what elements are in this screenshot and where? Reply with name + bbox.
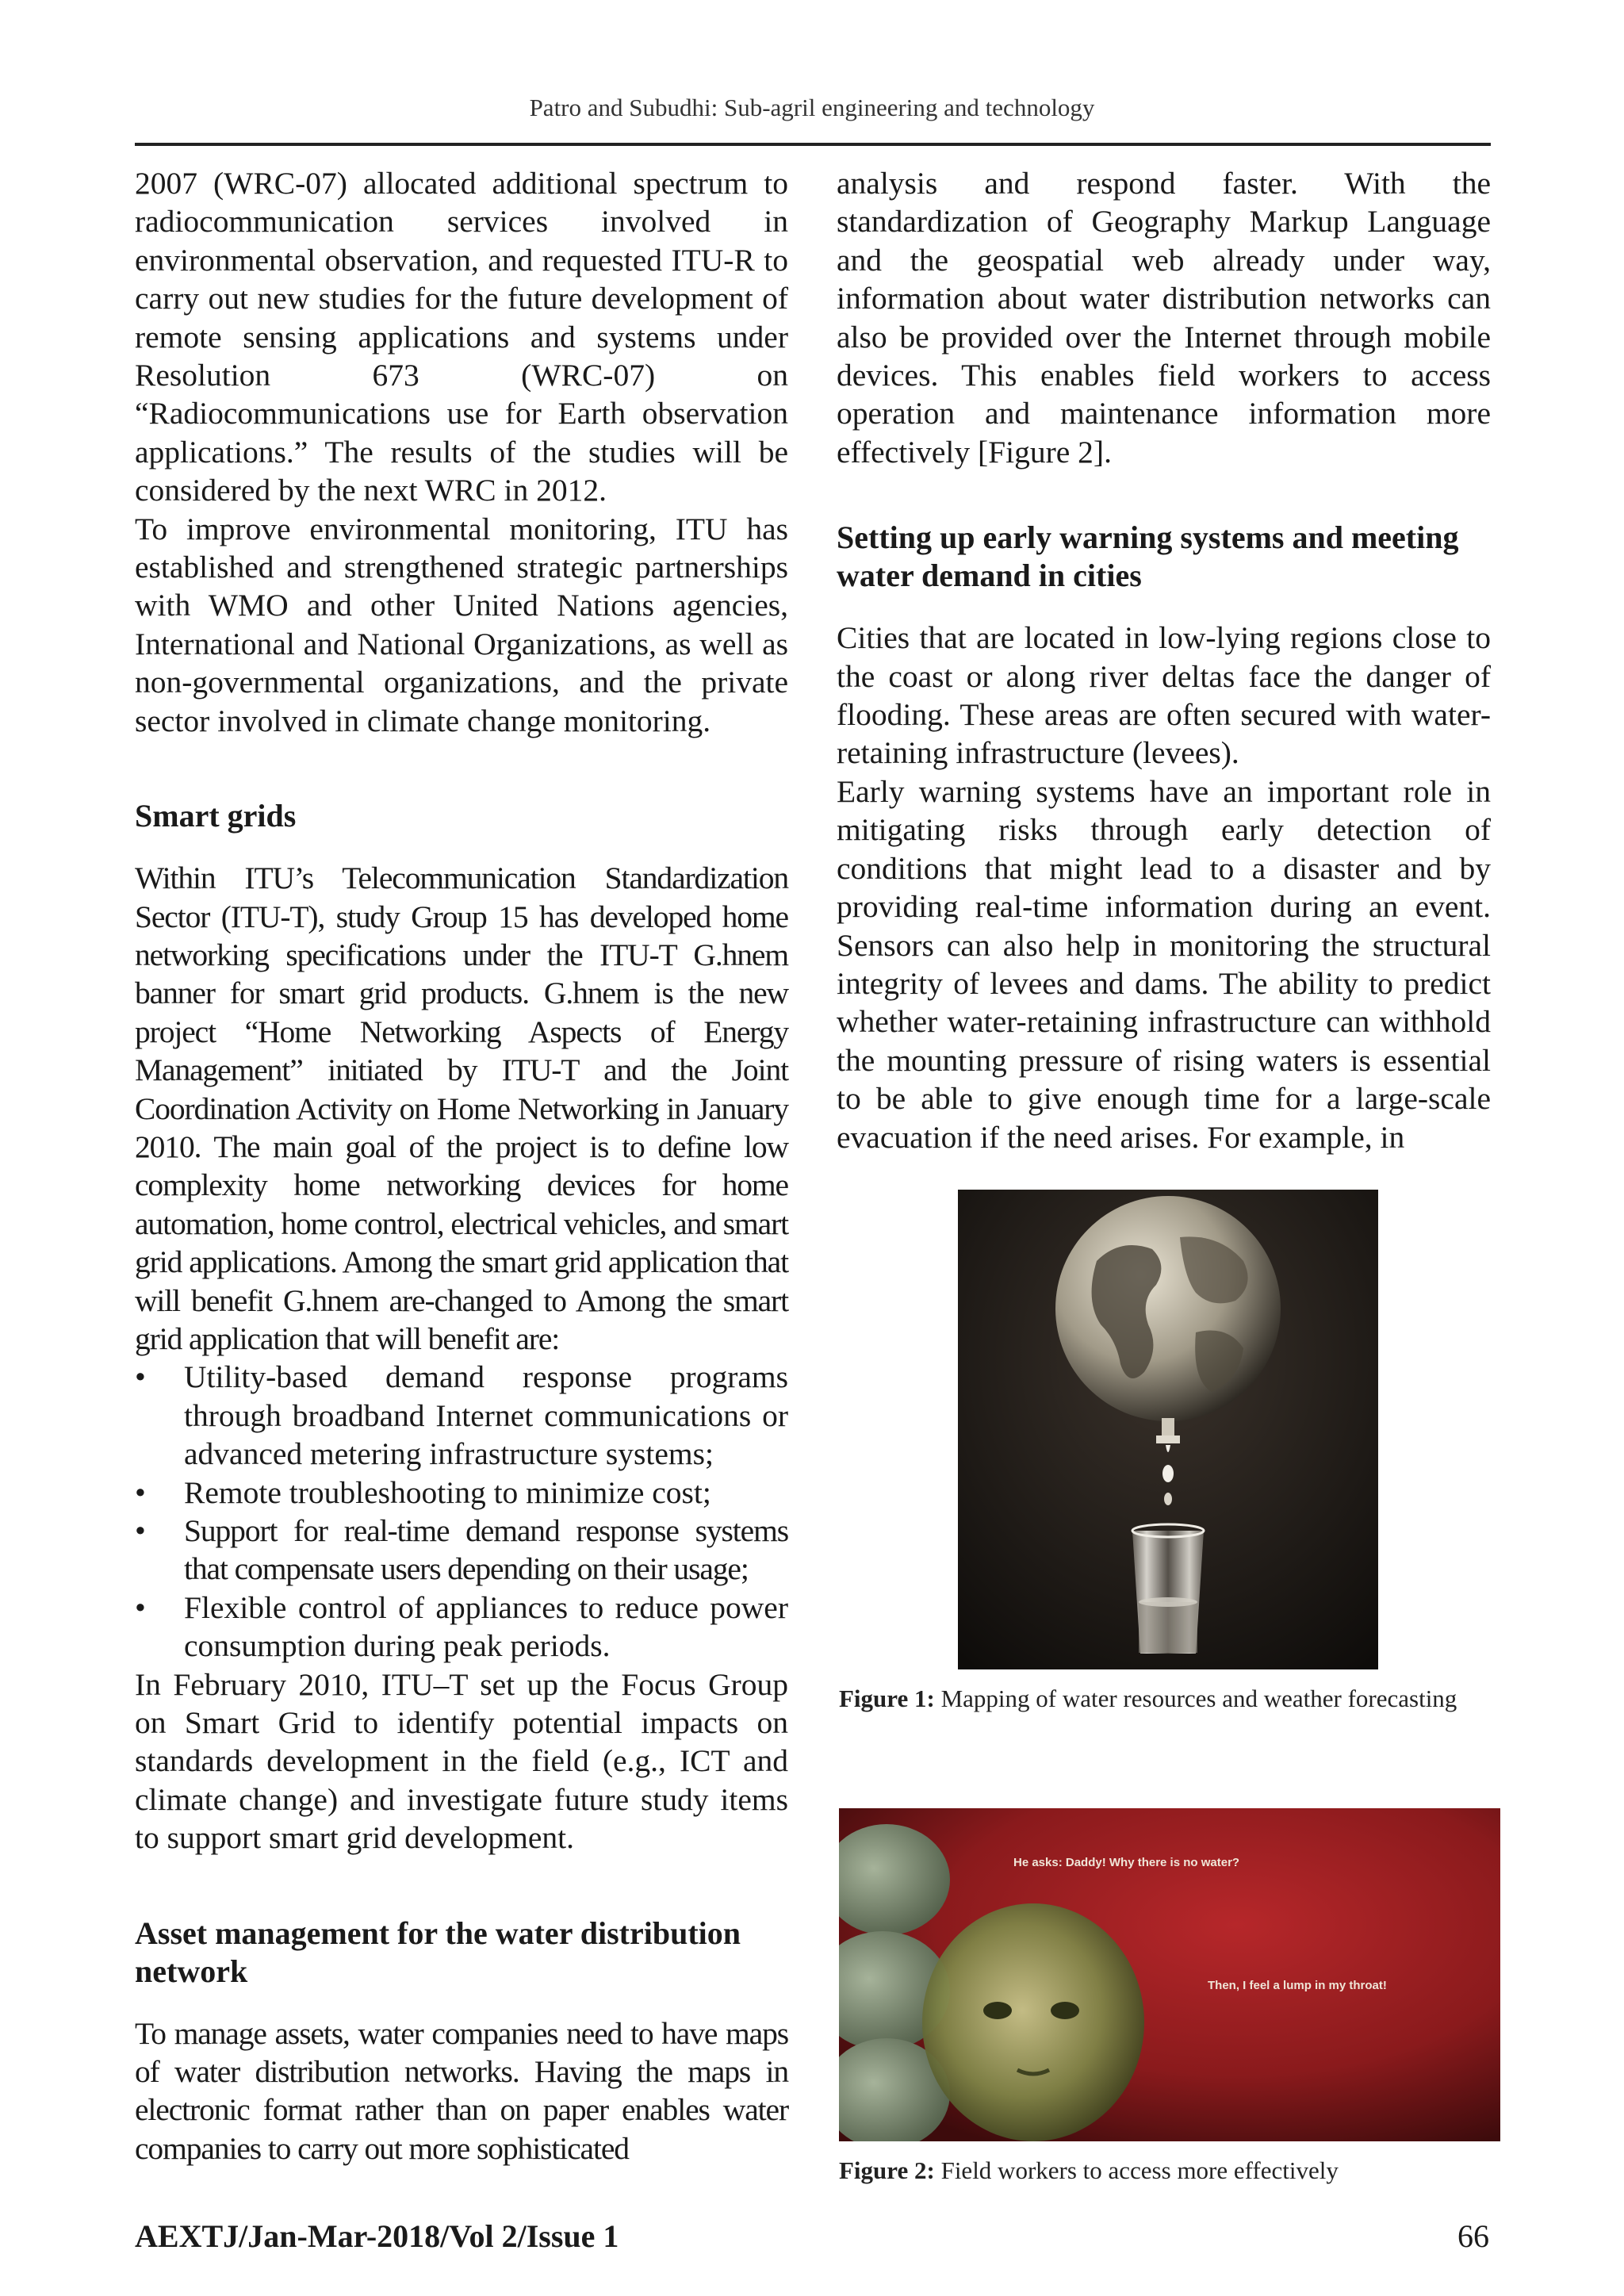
figure-1-label: Figure 1: — [839, 1685, 935, 1712]
figure-2-caption-text: Field workers to access more effectively — [934, 2156, 1339, 2184]
bullet-marker: • — [135, 1359, 146, 1395]
list-item — [135, 1512, 788, 1589]
figure-1-caption-text: Mapping of water resources and weather forecasting — [934, 1685, 1457, 1712]
globe-faucet-illustration — [958, 1190, 1378, 1669]
body-paragraph: Within ITU’s Telecommunication Standardization Sector (ITU-T), study Group 15 has developed home networking specifications under the ITU-T G.hnem banner for smart grid products. G.hnem is the new project “Home Networking Aspects of Energy Management” initiated by ITU-T and the Joint Coordination Activity on Home Networking in January 2010. The main goal of the project is to define low complexity home networking devices for home automation, home control, electrical vehicles, and smart grid applications. Among the smart grid application that will benefit G.hnem are-changed to Among the smart grid application that will benefit are: — [135, 861, 788, 1356]
figure-2-speech-line-2: Then, I feel a lump in my throat! — [1208, 1979, 1387, 1992]
body-paragraph: To improve environmental monitoring, ITU has established and strengthened strategic partnerships with WMO and other United Nations agencies, International and National Organizations, as well as non-governmental organizations, and the private sector involved in climate change monitoring. — [135, 511, 788, 738]
right-column — [837, 164, 1491, 1156]
list-item — [135, 1358, 788, 1473]
bullet-marker: • — [135, 1589, 146, 1625]
figure-1-caption — [839, 1683, 1473, 1714]
body-paragraph: In February 2010, ITU–T set up the Focus Group on Smart Grid to identify potential impacts on standards development in the field (e.g., ICT and climate change) and investigate future study items to support smart grid development. — [135, 1666, 788, 1856]
section-heading-early-warning: Setting up early warning systems and meeting water demand in cities — [837, 519, 1459, 594]
journal-footer: AEXTJ/Jan-Mar-2018/Vol 2/Issue 1 — [135, 2218, 619, 2254]
body-paragraph: To manage assets, water companies need to have maps of water distribution networks. Having the maps in electronic format rather than on paper enables water companies to carry out more sophisticated — [135, 2015, 788, 2166]
figure-2-speech-line-1: He asks: Daddy! Why there is no water? — [1013, 1856, 1240, 1869]
bullet-marker: • — [135, 1474, 146, 1510]
list-item — [135, 1589, 788, 1665]
list-item-text: Remote troubleshooting to minimize cost; — [184, 1474, 711, 1510]
bullet-marker: • — [135, 1513, 146, 1548]
running-header: Patro and Subudhi: Sub-agril engineering and technology — [529, 94, 1095, 121]
body-paragraph: analysis and respond faster. With the standardization of Geography Markup Language and the geospatial web already under way, information about water distribution networks can also be provided over the Internet through mobile devices. This enables field workers to access operation and maintenance information more effectively [Figure 2]. — [837, 166, 1491, 470]
page-number: 66 — [1457, 2218, 1489, 2254]
left-column — [135, 164, 788, 2168]
section-heading-smart-grids: Smart grids — [135, 798, 297, 834]
body-paragraph: Cities that are located in low-lying regions close to the coast or along river deltas face the danger of flooding. These areas are often secured with water-retaining infrastructure (levees). — [837, 620, 1491, 771]
figure-1-image — [958, 1190, 1378, 1669]
figure-2-caption — [839, 2155, 1489, 2186]
list-item-text: Utility-based demand response programs through broadband Internet communications or advanced metering infrastructure systems; — [184, 1359, 788, 1472]
figure-2-label: Figure 2: — [839, 2156, 935, 2184]
list-item — [135, 1474, 788, 1512]
section-heading-asset-management: Asset management for the water distribution network — [135, 1915, 741, 1989]
figure-2-image — [839, 1808, 1500, 2141]
header-rule — [135, 143, 1491, 146]
list-item-text: Support for real-time demand response systems that compensate users depending on their usage; — [184, 1513, 788, 1587]
body-paragraph: 2007 (WRC-07) allocated additional spectrum to radiocommunication services involved in environmental observation, and requested ITU-R to carry out new studies for the future development of remote sensing applications and systems under Resolution 673 (WRC-07) on “Radiocommunications use for Earth observation applications.” The results of the studies will be considered by the next WRC in 2012. — [135, 166, 788, 508]
body-paragraph: Early warning systems have an important role in mitigating risks through early detection of conditions that might lead to a disaster and by providing real-time information during an event. Sensors can also help in monitoring the structural integrity of levees and dams. The ability to predict whether water-retaining infrastructure can withhold the mounting pressure of rising waters is essential to be able to give enough time for a large-scale evacuation if the need arises. For example, in — [837, 773, 1491, 1155]
bullet-list — [135, 1358, 788, 1665]
list-item-text: Flexible control of appliances to reduce power consumption during peak periods. — [184, 1589, 788, 1664]
